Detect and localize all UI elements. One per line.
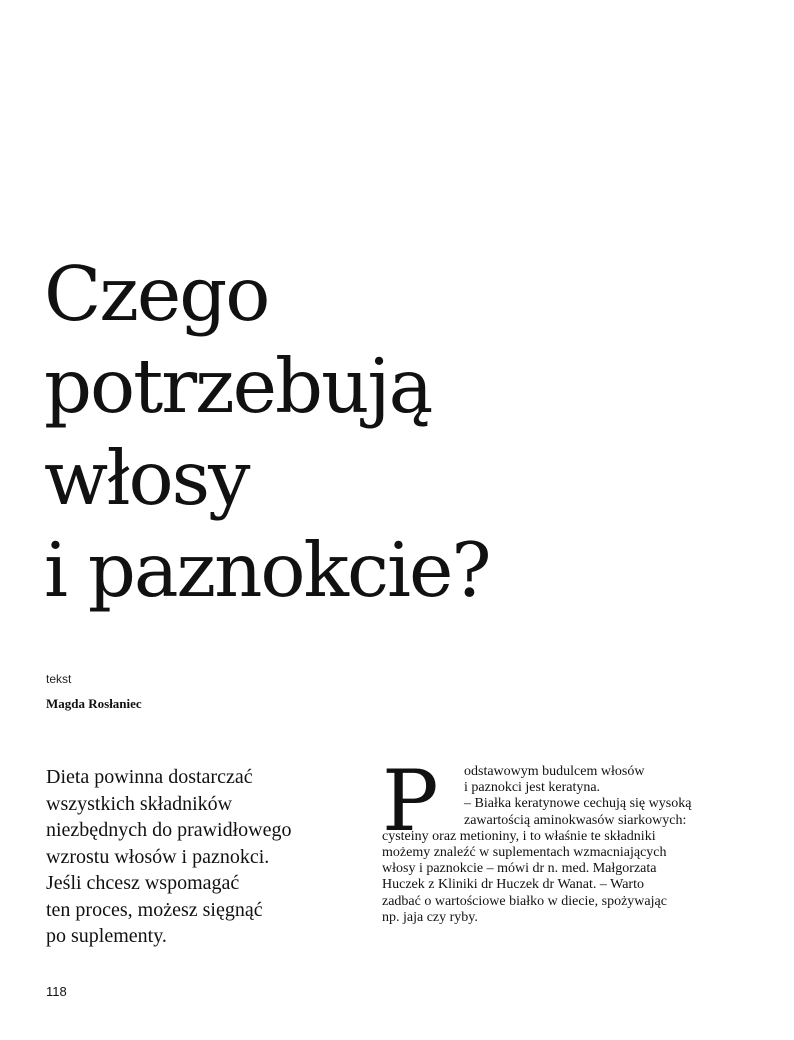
body-line: Huczek z Kliniki dr Huczek dr Wanat. – Warto <box>382 877 644 893</box>
body-line: – Białka keratynowe cechują się wysoką <box>464 796 692 812</box>
body-line: zadbać o wartościowe białko w diecie, spożywając <box>382 893 667 909</box>
body-column <box>382 752 722 926</box>
body-line: zawartością aminokwasów siarkowych: <box>464 812 687 828</box>
intro-line: Dieta powinna dostarczać <box>46 766 253 788</box>
headline-line: włosy <box>44 434 249 522</box>
headline-line: Czego <box>44 250 269 338</box>
page-number: 118 <box>46 984 67 999</box>
body-line: i paznokci jest keratyna. <box>464 780 601 796</box>
body-line: np. jaja czy ryby. <box>382 909 478 925</box>
body-line: cysteiny oraz metioniny, i to właśnie te składniki <box>382 828 656 844</box>
intro-line: wszystkich składników <box>46 792 233 815</box>
author-name: Magda Rosłaniec <box>46 696 142 711</box>
drop-cap: P <box>382 752 439 850</box>
headline-line: potrzebują <box>44 342 432 430</box>
body-line: włosy i paznokcie – mówi dr n. med. Małgorzata <box>382 861 657 877</box>
intro-line: po suplementy. <box>46 925 167 947</box>
credit-label: tekst <box>46 672 72 686</box>
body-line: odstawowym budulcem włosów <box>464 764 645 779</box>
intro-line: niezbędnych do prawidłowego <box>46 819 292 841</box>
intro-paragraph <box>46 764 366 950</box>
headline-line: i paznokcie? <box>44 526 490 614</box>
body-line: możemy znaleźć w suplementach wzmacniających <box>382 845 667 861</box>
intro-line: wzrostu włosów i paznokci. <box>46 845 270 868</box>
intro-line: ten proces, możesz sięgnąć <box>46 898 263 921</box>
article-headline <box>44 248 764 616</box>
intro-line: Jeśli chcesz wspomagać <box>46 872 240 894</box>
